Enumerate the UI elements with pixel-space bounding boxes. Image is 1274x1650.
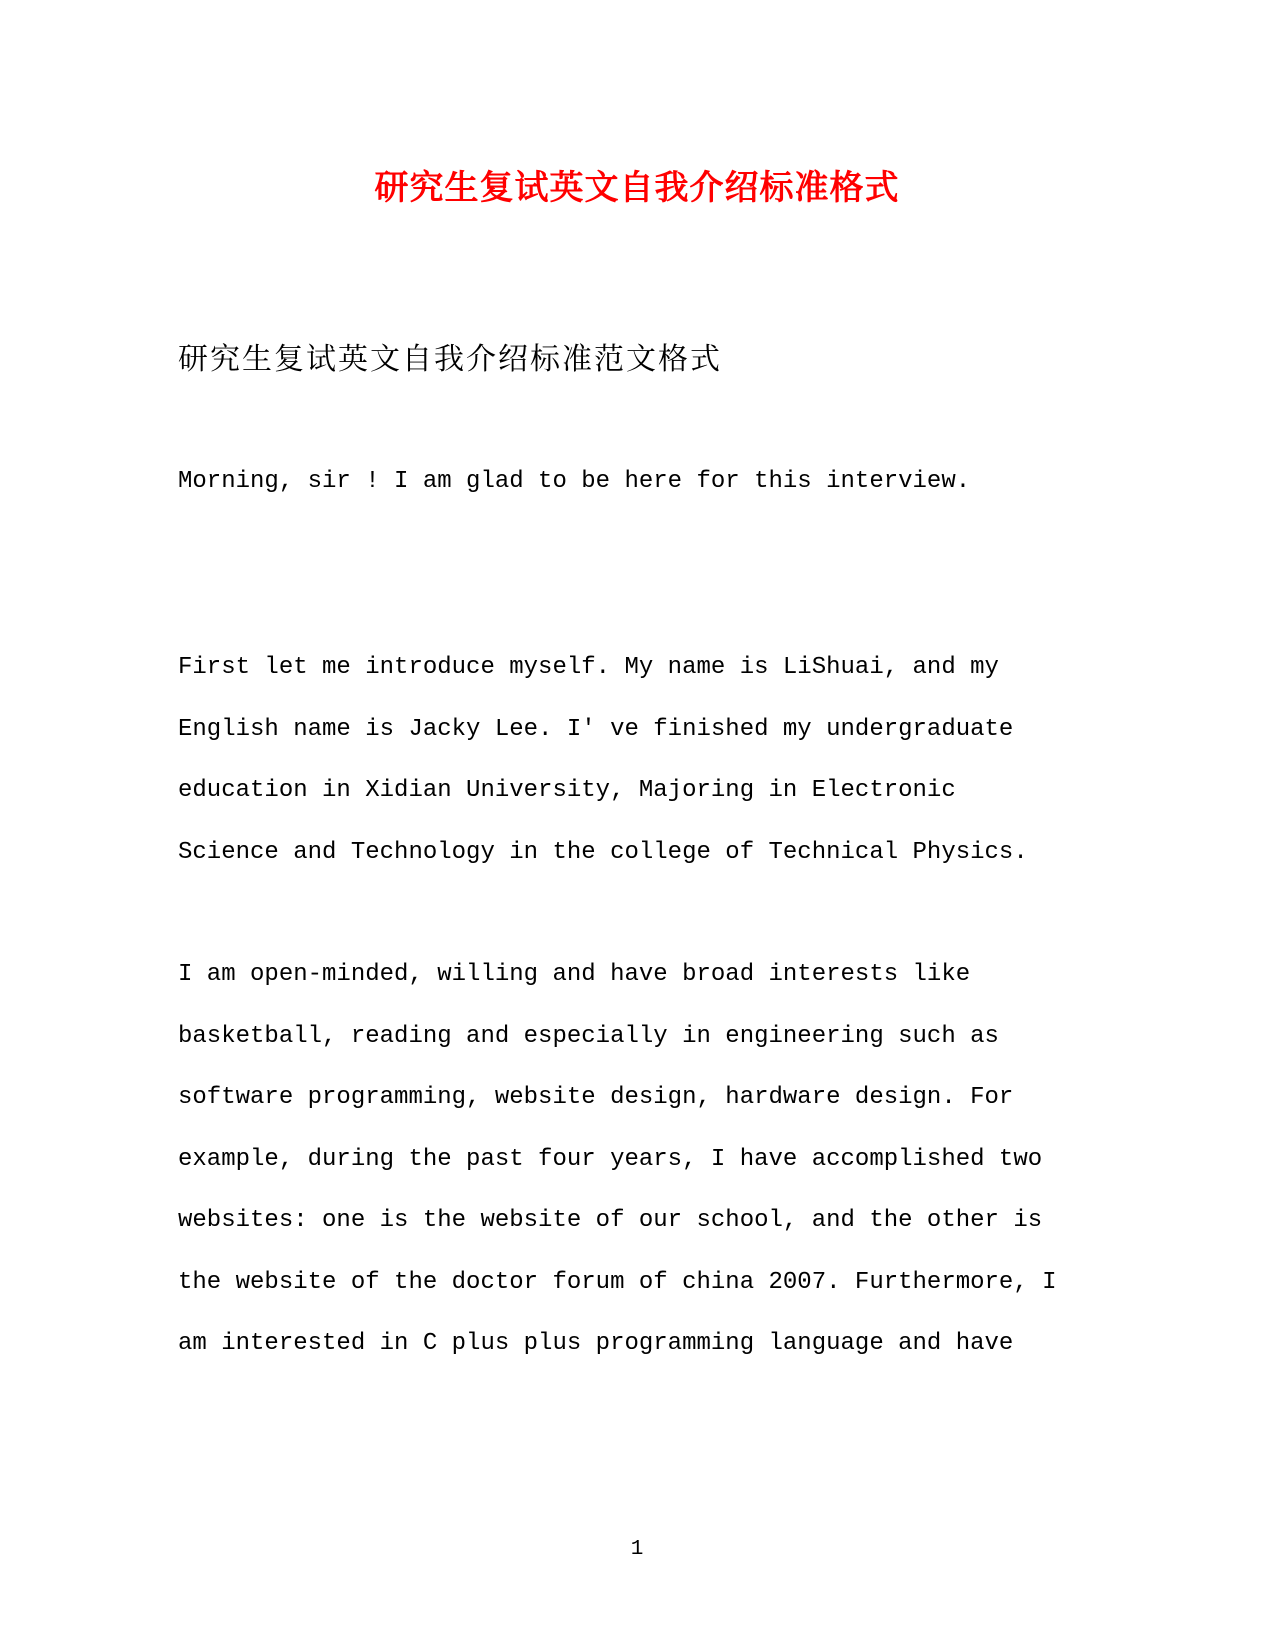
- text-line: English name is Jacky Lee. I' ve finished my undergraduate: [178, 715, 1014, 743]
- text-line: Science and Technology in the college of Technical Physics.: [178, 838, 1028, 866]
- text-line: First let me introduce myself. My name is LiShuai, and my: [178, 654, 999, 681]
- text-line: basketball, reading and especially in engineering such as: [178, 1022, 999, 1050]
- text-line: example, during the past four years, I have accomplished two: [178, 1145, 1043, 1173]
- paragraph-greeting: [178, 451, 1078, 513]
- paragraph-interests: [178, 944, 1078, 1375]
- document-title: 研究生复试英文自我介绍标准格式: [374, 170, 900, 207]
- text-line: I am open-minded, willing and have broad interests like: [178, 961, 971, 988]
- text-line: Morning, sir ! I am glad to be here for this interview.: [178, 468, 971, 495]
- paragraph-introduction: [178, 637, 1078, 883]
- text-line: the website of the doctor forum of china 2007. Furthermore, I: [178, 1268, 1057, 1296]
- document-subtitle: 研究生复试英文自我介绍标准范文格式: [178, 343, 722, 376]
- text-line: websites: one is the website of our school, and the other is: [178, 1207, 1043, 1234]
- page-number: 1: [630, 1538, 644, 1561]
- text-line: education in Xidian University, Majoring in Electronic: [178, 777, 956, 804]
- text-line: am interested in C plus plus programming language and have: [178, 1330, 1014, 1357]
- text-line: software programming, website design, hardware design. For: [178, 1084, 1014, 1111]
